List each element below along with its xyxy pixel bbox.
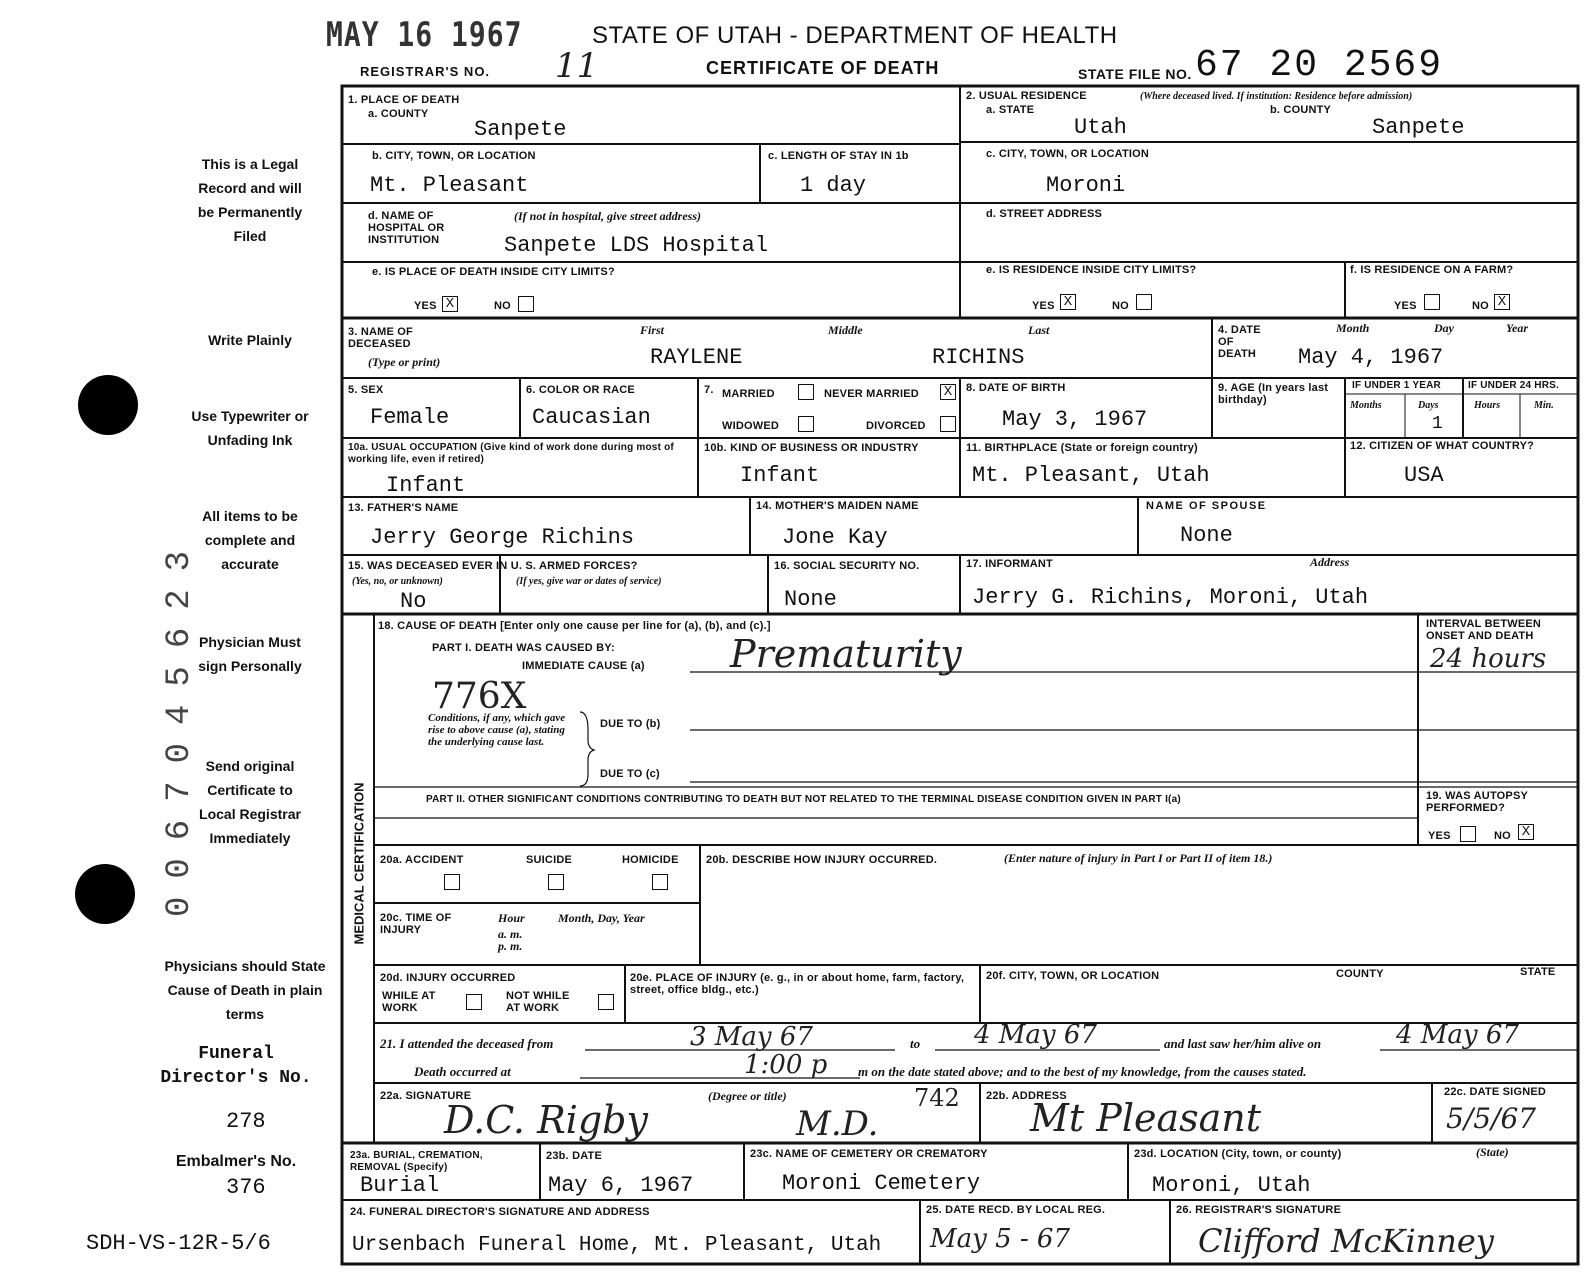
mother-name: Jone Kay (782, 525, 888, 550)
year-label: Year (1506, 321, 1528, 335)
burial-date: May 6, 1967 (548, 1173, 694, 1198)
due-to-b-label: DUE TO (b) (600, 718, 661, 730)
business: Infant (740, 463, 820, 488)
while-at-work-label: WHILE AT WORK (382, 990, 436, 1014)
injury-state-label: STATE (1520, 966, 1556, 978)
res-yes-label: YES (1032, 300, 1055, 312)
hospital-label: d. NAME OF HOSPITAL OR INSTITUTION (368, 210, 445, 246)
last-saw-label: and last saw her/him alive on (1164, 1036, 1322, 1051)
attended-to: 4 May 67 (974, 1020, 1097, 1050)
certificate-title: CERTIFICATE OF DEATH (706, 58, 940, 78)
physician-no: 742 (914, 1084, 960, 1112)
physician-signature: D.C. Rigby (444, 1098, 648, 1142)
res-city-limits-yes-checkbox[interactable]: X (1060, 294, 1076, 310)
stay-length: 1 day (800, 173, 867, 198)
deceased-last-name: RICHINS (932, 345, 1025, 370)
homicide-checkbox[interactable] (652, 874, 668, 890)
conditions-note: Conditions, if any, which gave rise to above cause (a), stating the underlying cause last. (428, 712, 566, 748)
interval-label: INTERVAL BETWEEN ONSET AND DEATH (1426, 618, 1542, 642)
state-file-label: STATE FILE NO. (1078, 66, 1192, 82)
dob-label: 8. DATE OF BIRTH (966, 382, 1066, 394)
death-occurred-tail: m on the date stated above; and to the best of my knowledge, from the causes stated. (858, 1064, 1307, 1079)
business-label: 10b. KIND OF BUSINESS OR INDUSTRY (704, 442, 919, 454)
mother-label: 14. MOTHER'S MAIDEN NAME (756, 500, 919, 512)
signature-label: 22a. SIGNATURE (380, 1090, 472, 1102)
note-typewriter: Use Typewriter or Unfading Ink (191, 408, 309, 448)
injury-desc-note: (Enter nature of injury in Part I or Part II of item 18.) (1004, 851, 1273, 865)
hour-label: Hour (498, 911, 525, 925)
res-city: Moroni (1046, 173, 1126, 198)
date-received: May 5 - 67 (930, 1224, 1071, 1254)
funeral-director-sig-label: 24. FUNERAL DIRECTOR'S SIGNATURE AND ADDRESS (350, 1206, 650, 1218)
injury-city-label: 20f. CITY, TOWN, OR LOCATION (986, 970, 1160, 982)
burial-date-label: 23b. DATE (546, 1150, 602, 1162)
months-label: Months (1350, 400, 1382, 411)
widowed-checkbox[interactable] (798, 416, 814, 432)
place-of-death-label: 1. PLACE OF DEATH (348, 94, 460, 106)
pod-city-label: b. CITY, TOWN, OR LOCATION (372, 150, 536, 162)
residence-label: 2. USUAL RESIDENCE (966, 90, 1087, 102)
last-label: Last (1028, 323, 1050, 337)
race-label: 6. COLOR OR RACE (526, 384, 635, 396)
accident-label: 20a. ACCIDENT (380, 854, 464, 866)
attended-label: 21. I attended the deceased from (380, 1036, 554, 1051)
sex: Female (370, 405, 450, 430)
occupation-label: 10a. USUAL OCCUPATION (Give kind of work done during most of working life, even if retired) (348, 442, 674, 465)
date-of-death: May 4, 1967 (1298, 345, 1444, 370)
death-occurred-time: 1:00 p (744, 1050, 828, 1080)
date-of-death-label: 4. DATE OF DEATH (1218, 324, 1261, 360)
registrar-signature: Clifford McKinney (1198, 1222, 1494, 1260)
funeral-home: Ursenbach Funeral Home, Mt. Pleasant, Utah (352, 1234, 882, 1257)
part2-label: PART II. OTHER SIGNIFICANT CONDITIONS CONTRIBUTING TO DEATH BUT NOT RELATED TO THE TERMINAL DISEASE CONDITION GIVEN IN PART I(a) (426, 794, 1181, 805)
funeral-director-label: Funeral Director's No. (160, 1044, 312, 1088)
days-label: Days (1418, 400, 1439, 411)
farm-yes-label: YES (1394, 300, 1417, 312)
first-label: First (640, 323, 665, 337)
note-write-plainly: Write Plainly (208, 332, 292, 348)
pod-city-limits-no-checkbox[interactable] (518, 296, 534, 312)
attended-from: 3 May 67 (690, 1022, 813, 1052)
farm-no-checkbox[interactable]: X (1494, 294, 1510, 310)
informant-label: 17. INFORMANT (966, 558, 1053, 570)
hospital-name: Sanpete LDS Hospital (504, 233, 769, 258)
date-signed-label: 22c. DATE SIGNED (1444, 1086, 1547, 1098)
farm-label: f. IS RESIDENCE ON A FARM? (1350, 264, 1514, 276)
registrar-signature-label: 26. REGISTRAR'S SIGNATURE (1176, 1204, 1342, 1216)
divorced-checkbox[interactable] (940, 416, 956, 432)
note-physician: Physician Must sign Personally (198, 634, 302, 674)
pod-city: Mt. Pleasant (370, 173, 529, 198)
immediate-cause-label: IMMEDIATE CAUSE (a) (522, 660, 645, 672)
armed-forces-label: 15. WAS DECEASED EVER IN U. S. ARMED FORCES? (348, 560, 638, 572)
informant-address-label: Address (1310, 555, 1350, 569)
res-city-limits-label: e. IS RESIDENCE INSIDE CITY LIMITS? (986, 264, 1197, 276)
hospital-note: (If not in hospital, give street address) (514, 209, 702, 223)
received-date-stamp: MAY 16 1967 (326, 14, 523, 55)
immediate-cause: Prematurity (730, 632, 962, 676)
accident-checkbox[interactable] (444, 874, 460, 890)
ssn-label: 16. SOCIAL SECURITY NO. (774, 560, 920, 572)
registrar-no: 11 (555, 46, 599, 86)
birthplace: Mt. Pleasant, Utah (972, 463, 1210, 488)
am-pm-label: a. m. p. m. (498, 927, 523, 953)
cause-code: 776X (432, 676, 527, 717)
embalmer-label: Embalmer's No. (175, 1153, 297, 1170)
registrar-no-label: REGISTRAR'S NO. (360, 64, 491, 79)
res-county: Sanpete (1372, 115, 1465, 140)
age-days: 1 (1432, 414, 1443, 434)
farm-no-label: NO (1472, 300, 1489, 312)
spouse-name: None (1180, 523, 1233, 548)
pod-city-limits-label: e. IS PLACE OF DEATH INSIDE CITY LIMITS? (372, 266, 615, 278)
date-recd-label: 25. DATE RECD. BY LOCAL REG. (926, 1204, 1106, 1216)
punch-hole-top (78, 375, 138, 435)
suicide-checkbox[interactable] (548, 874, 564, 890)
marital-label: 7. (704, 384, 714, 396)
autopsy-yes-checkbox[interactable] (1460, 826, 1476, 842)
father-name: Jerry George Richins (370, 525, 635, 550)
pod-yes-label: YES (414, 300, 437, 312)
occupation: Infant (386, 473, 466, 498)
under-24-hrs-label: IF UNDER 24 HRS. (1468, 380, 1559, 391)
res-county-label: b. COUNTY (1270, 104, 1332, 116)
interval: 24 hours (1430, 644, 1547, 674)
married-checkbox[interactable] (798, 384, 814, 400)
street-label: d. STREET ADDRESS (986, 208, 1103, 220)
not-while-at-work-label: NOT WHILE AT WORK (506, 990, 570, 1014)
res-state-label: a. STATE (986, 104, 1035, 116)
cause-label: 18. CAUSE OF DEATH [Enter only one cause per line for (a), (b), and (c).] (378, 620, 771, 632)
armed-forces-note-2: (If yes, give war or dates of service) (516, 576, 662, 587)
sex-label: 5. SEX (348, 384, 384, 396)
funeral-director-no: 278 (226, 1109, 266, 1134)
day-label: Day (1434, 321, 1454, 335)
physician-address-label: 22b. ADDRESS (986, 1090, 1067, 1102)
deceased-first-name: RAYLENE (650, 345, 743, 370)
medical-certification-label: MEDICAL CERTIFICATION (351, 782, 367, 945)
injury-county-label: COUNTY (1336, 968, 1384, 980)
injury-desc-label: 20b. DESCRIBE HOW INJURY OCCURRED. (706, 854, 938, 866)
punch-hole-bottom (75, 864, 135, 924)
burial-method-label: 23a. BURIAL, CREMATION, REMOVAL (Specify) (350, 1150, 483, 1173)
stay-label: c. LENGTH OF STAY IN 1b (768, 150, 909, 162)
hours-label: Hours (1474, 400, 1501, 411)
age-label: 9. AGE (In years last birthday) (1218, 382, 1329, 406)
autopsy-yes-label: YES (1428, 830, 1451, 842)
pod-county-label: a. COUNTY (368, 108, 429, 120)
res-no-label: NO (1112, 300, 1129, 312)
deceased-name-note: (Type or print) (368, 355, 441, 369)
date-signed: 5/5/67 (1446, 1102, 1537, 1135)
informant: Jerry G. Richins, Moroni, Utah (972, 585, 1369, 610)
suicide-label: SUICIDE (526, 854, 573, 866)
due-to-c-label: DUE TO (c) (600, 768, 660, 780)
ssn: None (784, 587, 837, 612)
attended-to-label: to (910, 1036, 921, 1051)
homicide-label: HOMICIDE (622, 854, 679, 866)
armed-forces: No (400, 589, 427, 614)
embalmer-no: 376 (226, 1175, 266, 1200)
burial-location-label: 23d. LOCATION (City, town, or county) (1134, 1148, 1342, 1160)
part1-label: PART I. DEATH WAS CAUSED BY: (432, 642, 615, 654)
under-1-year-label: IF UNDER 1 YEAR (1352, 380, 1441, 391)
note-legal-record: This is a Legal Record and will be Permanently Filed (197, 156, 303, 244)
pod-no-label: NO (494, 300, 511, 312)
never-married-label: NEVER MARRIED (824, 388, 919, 400)
form-code: SDH-VS-12R-5/6 (86, 1231, 271, 1256)
father-label: 13. FATHER'S NAME (348, 502, 459, 514)
residence-note: (Where deceased lived. If institution: Residence before admission) (1140, 91, 1413, 102)
place-of-injury-label: 20e. PLACE OF INJURY (e. g., in or about home, farm, factory, street, office bldg., etc.) (630, 972, 965, 996)
autopsy-no-checkbox[interactable]: X (1518, 824, 1534, 840)
pod-county: Sanpete (474, 117, 567, 142)
citizen: USA (1404, 463, 1444, 488)
while-at-work-checkbox[interactable] (466, 994, 482, 1010)
farm-yes-checkbox[interactable] (1424, 294, 1440, 310)
note-complete: All items to be complete and accurate (202, 508, 298, 572)
time-of-injury-label: 20c. TIME OF INJURY (380, 912, 452, 936)
res-city-limits-no-checkbox[interactable] (1136, 294, 1152, 310)
autopsy-label: 19. WAS AUTOPSY PERFORMED? (1426, 790, 1528, 814)
agency-title: STATE OF UTAH - DEPARTMENT OF HEALTH (592, 22, 1118, 49)
injury-occurred-label: 20d. INJURY OCCURRED (380, 972, 516, 984)
widowed-label: WIDOWED (722, 420, 780, 432)
degree-label: (Degree or title) (708, 1089, 787, 1103)
vertical-serial-number: 0067045623 (161, 532, 199, 917)
race: Caucasian (532, 405, 651, 430)
middle-label: Middle (828, 323, 863, 337)
deceased-name-label: 3. NAME OF DECEASED (348, 326, 413, 350)
spouse-label: NAME OF SPOUSE (1146, 500, 1267, 512)
burial-method: Burial (360, 1173, 440, 1198)
state-file-no: 67 20 2569 (1195, 44, 1444, 87)
physician-address: Mt Pleasant (1030, 1096, 1262, 1140)
birthplace-label: 11. BIRTHPLACE (State or foreign country) (966, 442, 1198, 454)
married-label: MARRIED (722, 388, 775, 400)
note-send-original: Send original Certificate to Local Registrar Immediately (199, 758, 301, 846)
burial-state-label: (State) (1476, 1145, 1509, 1159)
mdy-label: Month, Day, Year (558, 911, 645, 925)
divorced-label: DIVORCED (866, 420, 926, 432)
never-married-checkbox[interactable]: X (940, 384, 956, 400)
cemetery-label: 23c. NAME OF CEMETERY OR CREMATORY (750, 1148, 988, 1160)
min-label: Min. (1534, 400, 1554, 411)
burial-location: Moroni, Utah (1152, 1173, 1311, 1198)
note-cause-plain: Physicians should State Cause of Death in plain terms (164, 958, 326, 1022)
physician-degree: M.D. (796, 1104, 879, 1144)
pod-city-limits-yes-checkbox[interactable]: X (442, 296, 458, 312)
res-city-label: c. CITY, TOWN, OR LOCATION (986, 148, 1150, 160)
cemetery: Moroni Cemetery (782, 1171, 981, 1196)
date-of-birth: May 3, 1967 (1002, 407, 1148, 432)
not-while-at-work-checkbox[interactable] (598, 994, 614, 1010)
armed-forces-note: (Yes, no, or unknown) (352, 576, 443, 587)
last-saw: 4 May 67 (1396, 1020, 1519, 1050)
month-label: Month (1336, 321, 1370, 335)
death-occurred-label: Death occurred at (414, 1064, 511, 1079)
res-state: Utah (1074, 115, 1127, 140)
autopsy-no-label: NO (1494, 830, 1511, 842)
citizen-label: 12. CITIZEN OF WHAT COUNTRY? (1350, 440, 1535, 452)
